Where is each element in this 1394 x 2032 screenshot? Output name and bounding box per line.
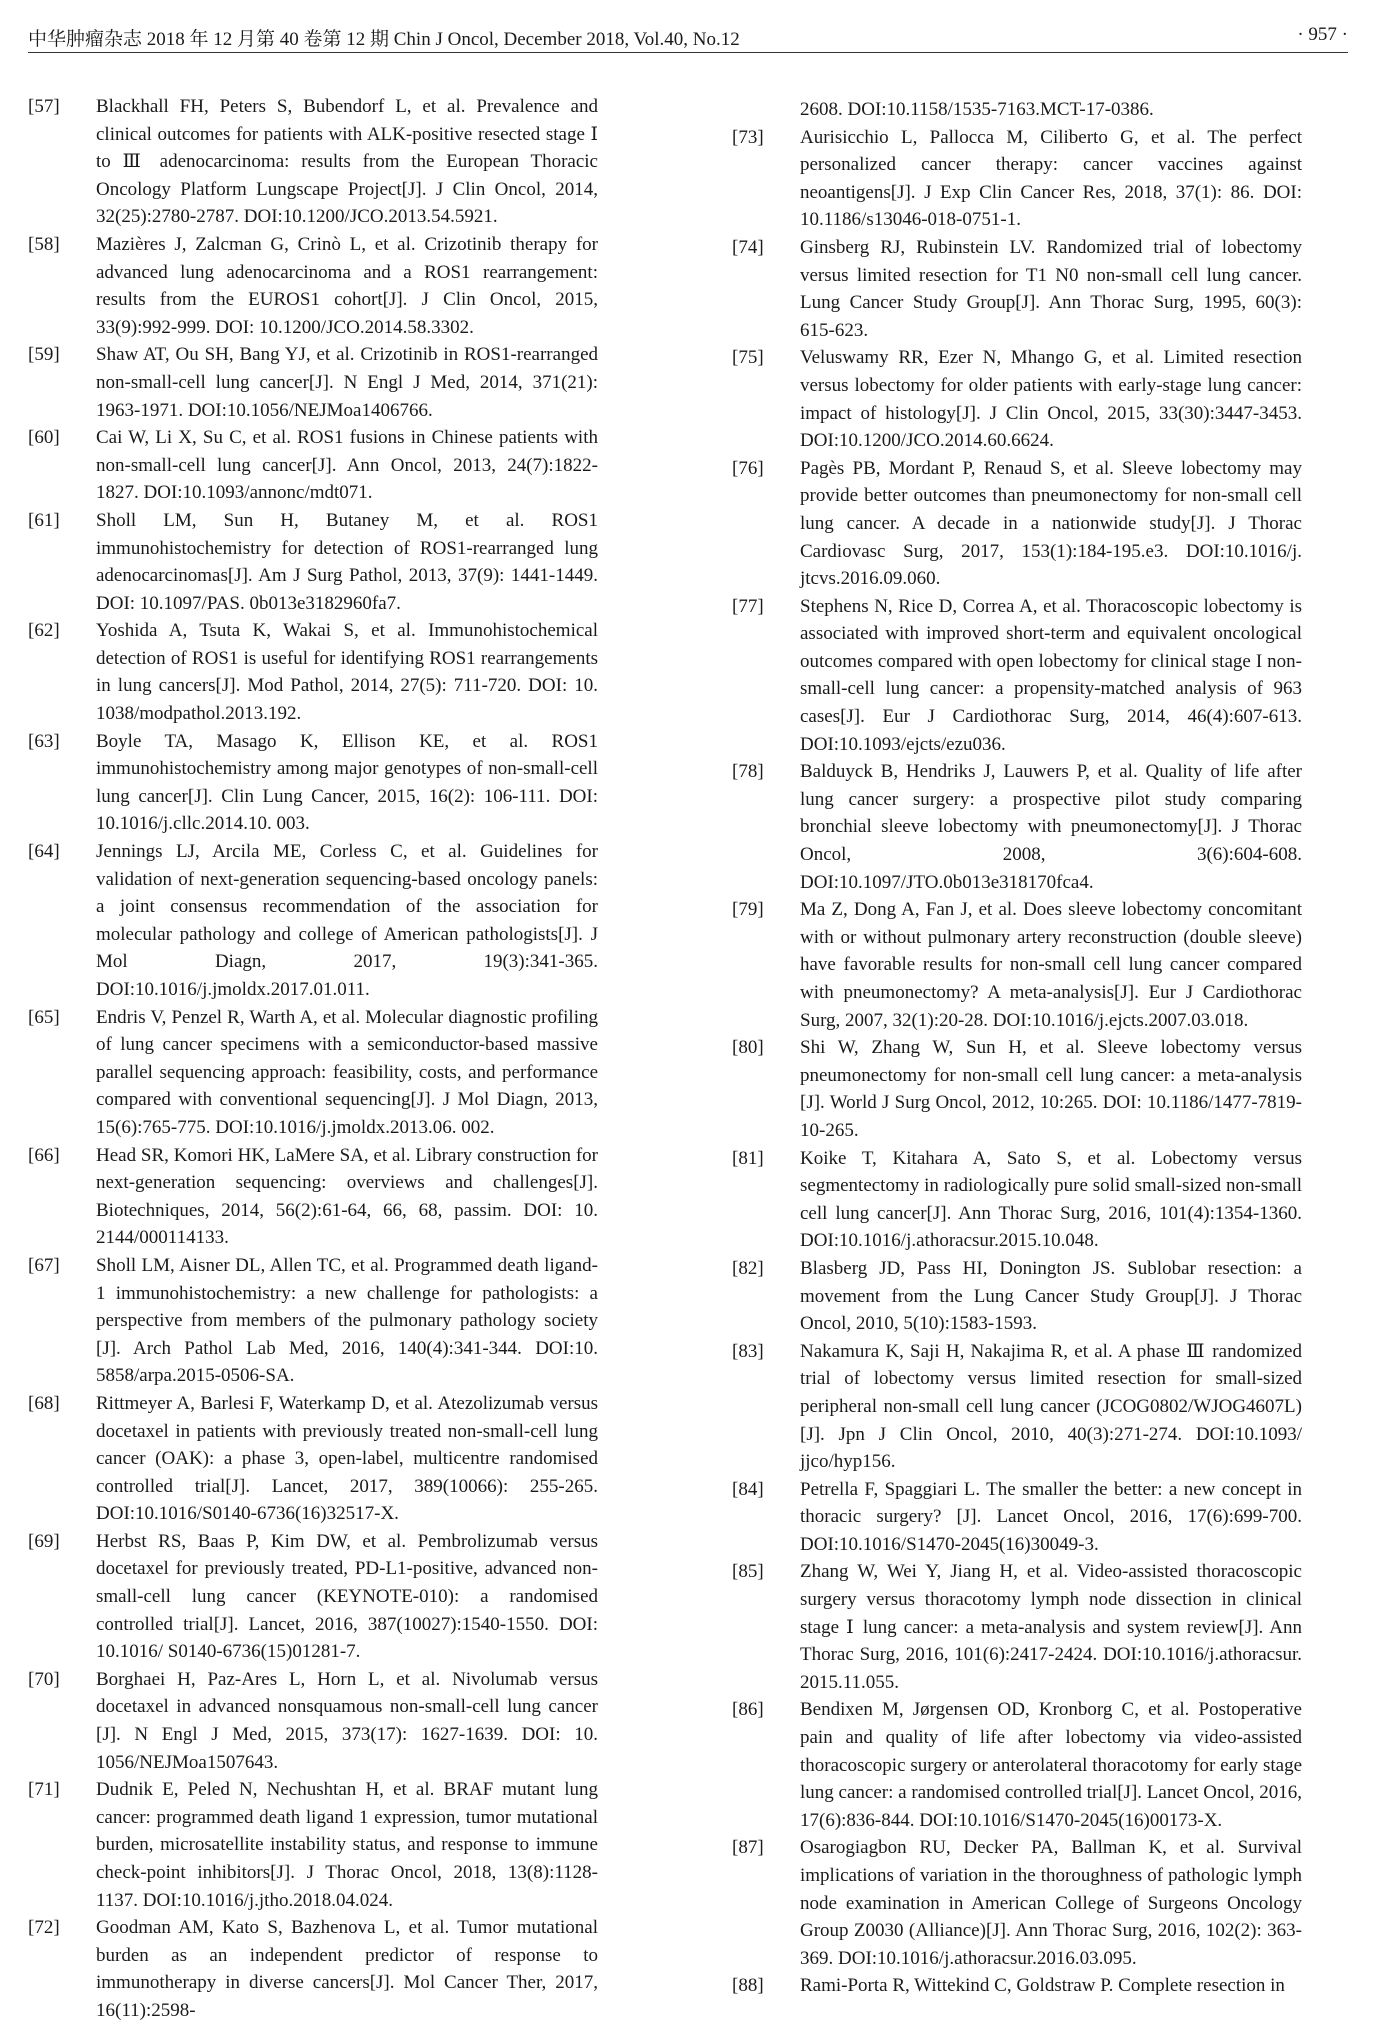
reference-item	[732, 1255, 1302, 1338]
reference-number: [75]	[732, 347, 764, 369]
reference-item	[28, 1528, 598, 1666]
reference-number: [59]	[28, 344, 60, 366]
reference-number: [61]	[28, 509, 60, 531]
reference-number: [88]	[732, 1975, 764, 1997]
reference-number: [77]	[732, 595, 764, 617]
reference-item	[28, 1142, 598, 1252]
reference-text: Goodman AM, Kato S, Bazhenova L, et al. Tumor mutational burden as an independent predictor of response to immunotherapy in diverse cancers[J]. Mol Cancer Ther, 2017, 16(11):2598-	[96, 1917, 598, 2021]
reference-item	[28, 507, 598, 617]
reference-text: Herbst RS, Baas P, Kim DW, et al. Pembrolizumab versus docetaxel for previously treated, PD-L1-positive, advanced non-small-cell lung cancer (KEYNOTE-010): a randomised controlled trial[J]. Lancet, 2016, 387(10027):1540-1550. DOI: 10.1016/ S0140-6736(15)01281-7.	[96, 1530, 598, 1663]
reference-item	[28, 341, 598, 424]
running-header	[28, 22, 1348, 53]
reference-item	[28, 1252, 598, 1390]
reference-number: [65]	[28, 1006, 60, 1028]
reference-item	[28, 1776, 598, 1914]
reference-text: Nakamura K, Saji H, Nakajima R, et al. A phase Ⅲ randomized trial of lobectomy versus limited resection for small-sized peripheral non-small cell lung cancer (JCOG0802/WJOG4607L) [J]. Jpn J Clin Oncol, 2010, 40(3):271-274. DOI:10.1093/ jjco/hyp156.	[800, 1340, 1302, 1473]
reference-text: Cai W, Li X, Su C, et al. ROS1 fusions in Chinese patients with non-small-cell lung cancer[J]. Ann Oncol, 2013, 24(7):1822-1827. DOI:10.1093/annonc/mdt071.	[96, 427, 598, 504]
reference-number: [62]	[28, 620, 60, 642]
reference-item	[28, 1914, 598, 2024]
reference-item	[732, 1034, 1302, 1144]
reference-number: [74]	[732, 236, 764, 258]
reference-item	[732, 124, 1302, 234]
reference-text: Borghaei H, Paz-Ares L, Horn L, et al. Nivolumab versus docetaxel in advanced nonsquamous non-small-cell lung cancer [J]. N Engl J Med, 2015, 373(17): 1627-1639. DOI: 10. 1056/NEJMoa1507643.	[96, 1668, 598, 1773]
reference-item	[28, 1666, 598, 1776]
reference-number: [85]	[732, 1561, 764, 1583]
reference-item	[28, 1004, 598, 1142]
left-column	[28, 93, 598, 2025]
reference-item	[28, 728, 598, 838]
reference-number: [78]	[732, 761, 764, 783]
reference-number: [69]	[28, 1530, 60, 1552]
reference-number: [66]	[28, 1144, 60, 1166]
reference-item	[28, 424, 598, 507]
reference-number: [72]	[28, 1917, 60, 1939]
right-column	[732, 96, 1302, 2000]
reference-item	[732, 344, 1302, 454]
reference-item	[732, 455, 1302, 593]
reference-text: Yoshida A, Tsuta K, Wakai S, et al. Immunohistochemical detection of ROS1 is useful for identifying ROS1 rearrangements in lung cancers[J]. Mod Pathol, 2014, 27(5): 711-720. DOI: 10. 1038/modpathol.2013.192.	[96, 620, 598, 725]
reference-number: [57]	[28, 96, 60, 117]
reference-text: Head SR, Komori HK, LaMere SA, et al. Library construction for next-generation sequencing: overviews and challenges[J]. Biotechniques, 2014, 56(2):61-64, 66, 68, passim. DOI: 10. 2144/000114133.	[96, 1144, 598, 1249]
reference-text: Petrella F, Spaggiari L. The smaller the better: a new concept in thoracic surgery? [J]. Lancet Oncol, 2016, 17(6):699-700. DOI:10.1016/S1470-2045(16)30049-3.	[800, 1478, 1302, 1555]
reference-item	[28, 617, 598, 727]
reference-number: [64]	[28, 841, 60, 863]
reference-number: [63]	[28, 730, 60, 752]
reference-text: Shaw AT, Ou SH, Bang YJ, et al. Crizotinib in ROS1-rearranged non-small-cell lung cancer[J]. N Engl J Med, 2014, 371(21): 1963-1971. DOI:10.1056/NEJMoa1406766.	[96, 344, 598, 421]
reference-text: Rami-Porta R, Wittekind C, Goldstraw P. Complete resection in	[800, 1975, 1285, 1997]
reference-text: Dudnik E, Peled N, Nechushtan H, et al. BRAF mutant lung cancer: programmed death ligand 1 expression, tumor mutational burden, microsatellite instability status, and response to immune check-point inhibitors[J]. J Thorac Oncol, 2018, 13(8):1128-1137. DOI:10.1016/j.jtho.2018.04.024.	[96, 1779, 598, 1911]
reference-number: [87]	[732, 1837, 764, 1859]
reference-number: [68]	[28, 1392, 60, 1414]
reference-item	[732, 234, 1302, 344]
reference-text: Shi W, Zhang W, Sun H, et al. Sleeve lobectomy versus pneumonectomy for non-small cell lung cancer: a meta-analysis [J]. World J Surg Oncol, 2012, 10:265. DOI: 10.1186/1477-7819-10-265.	[800, 1037, 1302, 1141]
reference-number: [76]	[732, 457, 764, 479]
reference-text: Jennings LJ, Arcila ME, Corless C, et al. Guidelines for validation of next-generation sequencing-based oncology panels: a joint consensus recommendation of the association for molecular pathology and college of American pathologists[J]. J Mol Diagn, 2017, 19(3):341-365. DOI:10.1016/j.jmoldx.2017.01.011.	[96, 841, 598, 1000]
reference-number: [71]	[28, 1779, 60, 1801]
reference-text: Pagès PB, Mordant P, Renaud S, et al. Sleeve lobectomy may provide better outcomes than pneumonectomy for non-small cell lung cancer. A decade in a nationwide study[J]. J Thorac Cardiovasc Surg, 2017, 153(1):184-195.e3. DOI:10.1016/j. jtcvs.2016.09.060.	[800, 457, 1302, 590]
reference-text: Aurisicchio L, Pallocca M, Ciliberto G, et al. The perfect personalized cancer therapy: cancer vaccines against neoantigens[J]. J Exp Clin Cancer Res, 2018, 37(1): 86. DOI: 10.1186/s13046-018-0751-1.	[800, 126, 1302, 231]
reference-text: Koike T, Kitahara A, Sato S, et al. Lobectomy versus segmentectomy in radiologically pure solid small-sized non-small cell lung cancer[J]. Ann Thorac Surg, 2016, 101(4):1354-1360. DOI:10.1016/j.athoracsur.2015.10.048.	[800, 1147, 1302, 1252]
reference-number: [58]	[28, 233, 60, 255]
reference-text: Blackhall FH, Peters S, Bubendorf L, et al. Prevalence and clinical outcomes for patients with ALK-positive resected stage Ⅰ to Ⅲ adenocarcinoma: results from the European Thoracic Oncology Platform Lungscape Project[J]. J Clin Oncol, 2014, 32(25):2780-2787. DOI:10.1200/JCO.2013.54.5921.	[96, 96, 598, 228]
reference-number: [79]	[732, 899, 764, 921]
reference-item	[732, 1558, 1302, 1696]
reference-text: Sholl LM, Aisner DL, Allen TC, et al. Programmed death ligand-1 immunohistochemistry: a new challenge for pathologists: a perspective from members of the pulmonary pathology society [J]. Arch Pathol Lab Med, 2016, 140(4):341-344. DOI:10. 5858/arpa.2015-0506-SA.	[96, 1254, 598, 1387]
reference-number: [73]	[732, 126, 764, 148]
reference-text: Ma Z, Dong A, Fan J, et al. Does sleeve lobectomy concomitant with or without pulmonary artery reconstruction (double sleeve) have favorable results for non-small cell lung cancer compared with pneumonectomy? A meta-analysis[J]. Eur J Cardiothorac Surg, 2007, 32(1):20-28. DOI:10.1016/j.ejcts.2007.03.018.	[800, 899, 1302, 1031]
reference-item	[732, 1476, 1302, 1559]
reference-item	[732, 1972, 1302, 2000]
reference-text: Ginsberg RJ, Rubinstein LV. Randomized trial of lobectomy versus limited resection for T1 N0 non-small cell lung cancer. Lung Cancer Study Group[J]. Ann Thorac Surg, 1995, 60(3): 615-623.	[800, 236, 1302, 341]
reference-text: Rittmeyer A, Barlesi F, Waterkamp D, et al. Atezolizumab versus docetaxel in patients with previously treated non-small-cell lung cancer (OAK): a phase 3, open-label, multicentre randomised controlled trial[J]. Lancet, 2017, 389(10066): 255-265. DOI:10.1016/S0140-6736(16)32517-X.	[96, 1392, 598, 1525]
journal-citation-header: 中华肿瘤杂志 2018 年 12 月第 40 卷第 12 期 Chin J Oncol, December 2018, Vol.40, No.12	[28, 29, 740, 50]
reference-text: Endris V, Penzel R, Warth A, et al. Molecular diagnostic profiling of lung cancer specimens with a semiconductor-based massive parallel sequencing approach: feasibility, costs, and performance compared with conventional sequencing[J]. J Mol Diagn, 2013, 15(6):765-775. DOI:10.1016/j.jmoldx.2013.06. 002.	[96, 1006, 598, 1138]
reference-item	[732, 1145, 1302, 1255]
reference-item	[28, 93, 598, 231]
reference-text: Veluswamy RR, Ezer N, Mhango G, et al. Limited resection versus lobectomy for older patients with early-stage lung cancer: impact of histology[J]. J Clin Oncol, 2015, 33(30):3447-3453. DOI:10.1200/JCO.2014.60.6624.	[800, 347, 1302, 452]
reference-text: Osarogiagbon RU, Decker PA, Ballman K, et al. Survival implications of variation in the thoroughness of pathologic lymph node examination in American College of Surgeons Oncology Group Z0030 (Alliance)[J]. Ann Thorac Surg, 2016, 102(2): 363-369. DOI:10.1016/j.athoracsur.2016.03.095.	[800, 1837, 1302, 1969]
reference-text: 2608. DOI:10.1158/1535-7163.MCT-17-0386.	[800, 99, 1154, 120]
reference-number: [81]	[732, 1147, 764, 1169]
reference-text: Balduyck B, Hendriks J, Lauwers P, et al. Quality of life after lung cancer surgery: a prospective pilot study comparing bronchial sleeve lobectomy with pneumonectomy[J]. J Thorac Oncol, 2008, 3(6):604-608. DOI:10.1097/JTO.0b013e318170fca4.	[800, 761, 1302, 893]
reference-number: [82]	[732, 1257, 764, 1279]
reference-item	[732, 593, 1302, 759]
reference-text: Sholl LM, Sun H, Butaney M, et al. ROS1 immunohistochemistry for detection of ROS1-rearranged lung adenocarcinomas[J]. Am J Surg Pathol, 2013, 37(9): 1441-1449. DOI: 10.1097/PAS. 0b013e3182960fa7.	[96, 509, 598, 614]
reference-text: Bendixen M, Jørgensen OD, Kronborg C, et al. Postoperative pain and quality of life after lobectomy via video-assisted thoracoscopic surgery or anterolateral thoracotomy for early stage lung cancer: a randomised controlled trial[J]. Lancet Oncol, 2016, 17(6):836-844. DOI:10.1016/S1470-2045(16)00173-X.	[800, 1699, 1302, 1831]
reference-item	[732, 1696, 1302, 1834]
reference-item	[28, 1390, 598, 1528]
reference-text: Stephens N, Rice D, Correa A, et al. Thoracoscopic lobectomy is associated with improved short-term and equivalent oncological outcomes compared with open lobectomy for clinical stage I non-small-cell lung cancer: a propensity-matched analysis of 963 cases[J]. Eur J Cardiothorac Surg, 2014, 46(4):607-613. DOI:10.1093/ejcts/ezu036.	[800, 595, 1302, 755]
reference-item	[28, 838, 598, 1004]
reference-text: Blasberg JD, Pass HI, Donington JS. Sublobar resection: a movement from the Lung Cancer Study Group[J]. J Thorac Oncol, 2010, 5(10):1583-1593.	[800, 1257, 1302, 1335]
page-number: · 957 ·	[1297, 24, 1348, 45]
reference-number: [86]	[732, 1699, 764, 1721]
reference-continuation	[732, 96, 1302, 124]
reference-item	[28, 231, 598, 341]
reference-number: [80]	[732, 1037, 764, 1059]
reference-item	[732, 758, 1302, 896]
reference-text: Mazières J, Zalcman G, Crinò L, et al. Crizotinib therapy for advanced lung adenocarcinoma and a ROS1 rearrangement: results from the EUROS1 cohort[J]. J Clin Oncol, 2015, 33(9):992-999. DOI: 10.1200/JCO.2014.58.3302.	[96, 233, 598, 338]
reference-number: [84]	[732, 1478, 764, 1500]
reference-text: Boyle TA, Masago K, Ellison KE, et al. ROS1 immunohistochemistry among major genotypes of non-small-cell lung cancer[J]. Clin Lung Cancer, 2015, 16(2): 106-111. DOI: 10.1016/j.cllc.2014.10. 003.	[96, 730, 598, 835]
reference-item	[732, 896, 1302, 1034]
reference-item	[732, 1338, 1302, 1476]
reference-number: [83]	[732, 1340, 764, 1362]
reference-item	[732, 1834, 1302, 1972]
reference-text: Zhang W, Wei Y, Jiang H, et al. Video-assisted thoracoscopic surgery versus thoracotomy lymph node dissection in clinical stage Ⅰ lung cancer: a meta-analysis and system review[J]. Ann Thorac Surg, 2016, 101(6):2417-2424. DOI:10.1016/j.athoracsur. 2015.11.055.	[800, 1561, 1302, 1693]
reference-number: [67]	[28, 1254, 60, 1276]
reference-number: [70]	[28, 1668, 60, 1690]
reference-number: [60]	[28, 427, 60, 449]
